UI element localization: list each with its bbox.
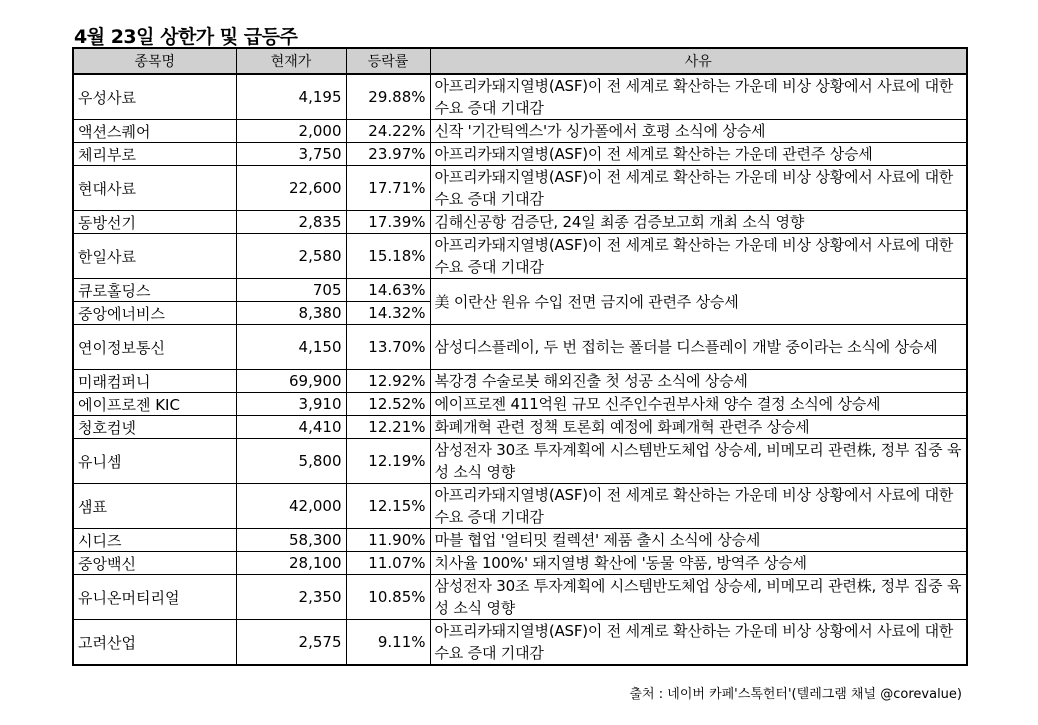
change-rate: 29.88% bbox=[346, 74, 430, 120]
reason-text: 마블 협업 '얼티밋 컬렉션' 제품 출시 소식에 상승세 bbox=[430, 529, 967, 552]
reason-text: 삼성전자 30조 투자계획에 시스템반도체업 상승세, 비메모리 관련株, 정부 집중 육성 소식 영향 bbox=[430, 439, 967, 484]
header-name: 종목명 bbox=[73, 48, 236, 74]
table-row bbox=[73, 370, 967, 393]
reason-text: 삼성디스플레이, 두 번 접히는 폴더블 디스플레이 개발 중이라는 소식에 상승세 bbox=[430, 325, 967, 370]
current-price: 28,100 bbox=[236, 552, 346, 575]
table-row bbox=[73, 484, 967, 529]
stock-name: 청호컴넷 bbox=[73, 416, 236, 439]
stock-name: 우성사료 bbox=[73, 74, 236, 120]
change-rate: 17.71% bbox=[346, 166, 430, 211]
current-price: 3,910 bbox=[236, 393, 346, 416]
table-header-row bbox=[73, 48, 967, 74]
stock-table bbox=[72, 47, 968, 666]
header-price: 현재가 bbox=[236, 48, 346, 74]
current-price: 22,600 bbox=[236, 166, 346, 211]
change-rate: 23.97% bbox=[346, 143, 430, 166]
stock-name: 고려산업 bbox=[73, 620, 236, 666]
change-rate: 12.92% bbox=[346, 370, 430, 393]
table-row bbox=[73, 575, 967, 620]
current-price: 3,750 bbox=[236, 143, 346, 166]
table-row bbox=[73, 74, 967, 120]
change-rate: 12.21% bbox=[346, 416, 430, 439]
stock-name: 동방선기 bbox=[73, 211, 236, 234]
table-row bbox=[73, 120, 967, 143]
stock-name: 한일사료 bbox=[73, 234, 236, 279]
reason-text: 아프리카돼지열병(ASF)이 전 세계로 확산하는 가운데 비상 상황에서 사료에 대한 수요 증대 기대감 bbox=[430, 166, 967, 211]
reason-text: 아프리카돼지열병(ASF)이 전 세계로 확산하는 가운데 비상 상황에서 사료에 대한 수요 증대 기대감 bbox=[430, 484, 967, 529]
reason-text: 치사율 100%' 돼지열병 확산에 '동물 약품, 방역주 상승세 bbox=[430, 552, 967, 575]
reason-text: 삼성전자 30조 투자계획에 시스템반도체업 상승세, 비메모리 관련株, 정부 집중 육성 소식 영향 bbox=[430, 575, 967, 620]
stock-name: 샘표 bbox=[73, 484, 236, 529]
change-rate: 12.52% bbox=[346, 393, 430, 416]
stock-name: 유니셈 bbox=[73, 439, 236, 484]
change-rate: 12.19% bbox=[346, 439, 430, 484]
page-title: 4월 23일 상한가 및 급등주 bbox=[74, 26, 298, 48]
table-row bbox=[73, 325, 967, 370]
change-rate: 11.90% bbox=[346, 529, 430, 552]
table-row bbox=[73, 439, 967, 484]
current-price: 2,835 bbox=[236, 211, 346, 234]
current-price: 2,350 bbox=[236, 575, 346, 620]
current-price: 58,300 bbox=[236, 529, 346, 552]
stock-name: 미래컴퍼니 bbox=[73, 370, 236, 393]
stock-name: 시디즈 bbox=[73, 529, 236, 552]
current-price: 2,580 bbox=[236, 234, 346, 279]
table-row bbox=[73, 211, 967, 234]
current-price: 4,195 bbox=[236, 74, 346, 120]
table-row bbox=[73, 166, 967, 211]
source-note: 출처 : 네이버 카페'스톡헌터'(텔레그램 채널 @corevalue) bbox=[629, 687, 962, 702]
current-price: 705 bbox=[236, 279, 346, 302]
stock-name: 체리부로 bbox=[73, 143, 236, 166]
stock-name: 중앙에너비스 bbox=[73, 302, 236, 325]
change-rate: 11.07% bbox=[346, 552, 430, 575]
change-rate: 10.85% bbox=[346, 575, 430, 620]
reason-text: 복강경 수술로봇 해외진출 첫 성공 소식에 상승세 bbox=[430, 370, 967, 393]
table-body bbox=[73, 74, 967, 665]
change-rate: 9.11% bbox=[346, 620, 430, 666]
change-rate: 15.18% bbox=[346, 234, 430, 279]
reason-text: 아프리카돼지열병(ASF)이 전 세계로 확산하는 가운데 비상 상황에서 사료에 대한 수요 증대 기대감 bbox=[430, 74, 967, 120]
table-row bbox=[73, 529, 967, 552]
current-price: 4,410 bbox=[236, 416, 346, 439]
stock-name: 중앙백신 bbox=[73, 552, 236, 575]
table-row bbox=[73, 393, 967, 416]
table-row bbox=[73, 279, 967, 302]
stock-name: 액션스퀘어 bbox=[73, 120, 236, 143]
current-price: 5,800 bbox=[236, 439, 346, 484]
table-row bbox=[73, 552, 967, 575]
stock-name: 에이프로젠 KIC bbox=[73, 393, 236, 416]
table-row bbox=[73, 620, 967, 666]
change-rate: 13.70% bbox=[346, 325, 430, 370]
current-price: 42,000 bbox=[236, 484, 346, 529]
current-price: 2,000 bbox=[236, 120, 346, 143]
stock-name: 현대사료 bbox=[73, 166, 236, 211]
stock-name: 유니온머티리얼 bbox=[73, 575, 236, 620]
reason-text: 에이프로젠 411억원 규모 신주인수권부사채 양수 결정 소식에 상승세 bbox=[430, 393, 967, 416]
table-row bbox=[73, 416, 967, 439]
stock-name: 큐로홀딩스 bbox=[73, 279, 236, 302]
current-price: 4,150 bbox=[236, 325, 346, 370]
header-reason: 사유 bbox=[430, 48, 967, 74]
table-row bbox=[73, 234, 967, 279]
reason-text: 美 이란산 원유 수입 전면 금지에 관련주 상승세 bbox=[430, 279, 967, 325]
table-row bbox=[73, 143, 967, 166]
current-price: 69,900 bbox=[236, 370, 346, 393]
reason-text: 신작 '기간틱엑스'가 싱가폴에서 호평 소식에 상승세 bbox=[430, 120, 967, 143]
current-price: 2,575 bbox=[236, 620, 346, 666]
reason-text: 아프리카돼지열병(ASF)이 전 세계로 확산하는 가운데 관련주 상승세 bbox=[430, 143, 967, 166]
reason-text: 아프리카돼지열병(ASF)이 전 세계로 확산하는 가운데 비상 상황에서 사료에 대한 수요 증대 기대감 bbox=[430, 620, 967, 666]
header-change: 등락률 bbox=[346, 48, 430, 74]
reason-text: 김해신공항 검증단, 24일 최종 검증보고회 개최 소식 영향 bbox=[430, 211, 967, 234]
change-rate: 24.22% bbox=[346, 120, 430, 143]
reason-text: 화폐개혁 관련 정책 토론회 예정에 화폐개혁 관련주 상승세 bbox=[430, 416, 967, 439]
change-rate: 17.39% bbox=[346, 211, 430, 234]
current-price: 8,380 bbox=[236, 302, 346, 325]
change-rate: 14.63% bbox=[346, 279, 430, 302]
reason-text: 아프리카돼지열병(ASF)이 전 세계로 확산하는 가운데 비상 상황에서 사료에 대한 수요 증대 기대감 bbox=[430, 234, 967, 279]
change-rate: 12.15% bbox=[346, 484, 430, 529]
change-rate: 14.32% bbox=[346, 302, 430, 325]
stock-name: 연이정보통신 bbox=[73, 325, 236, 370]
